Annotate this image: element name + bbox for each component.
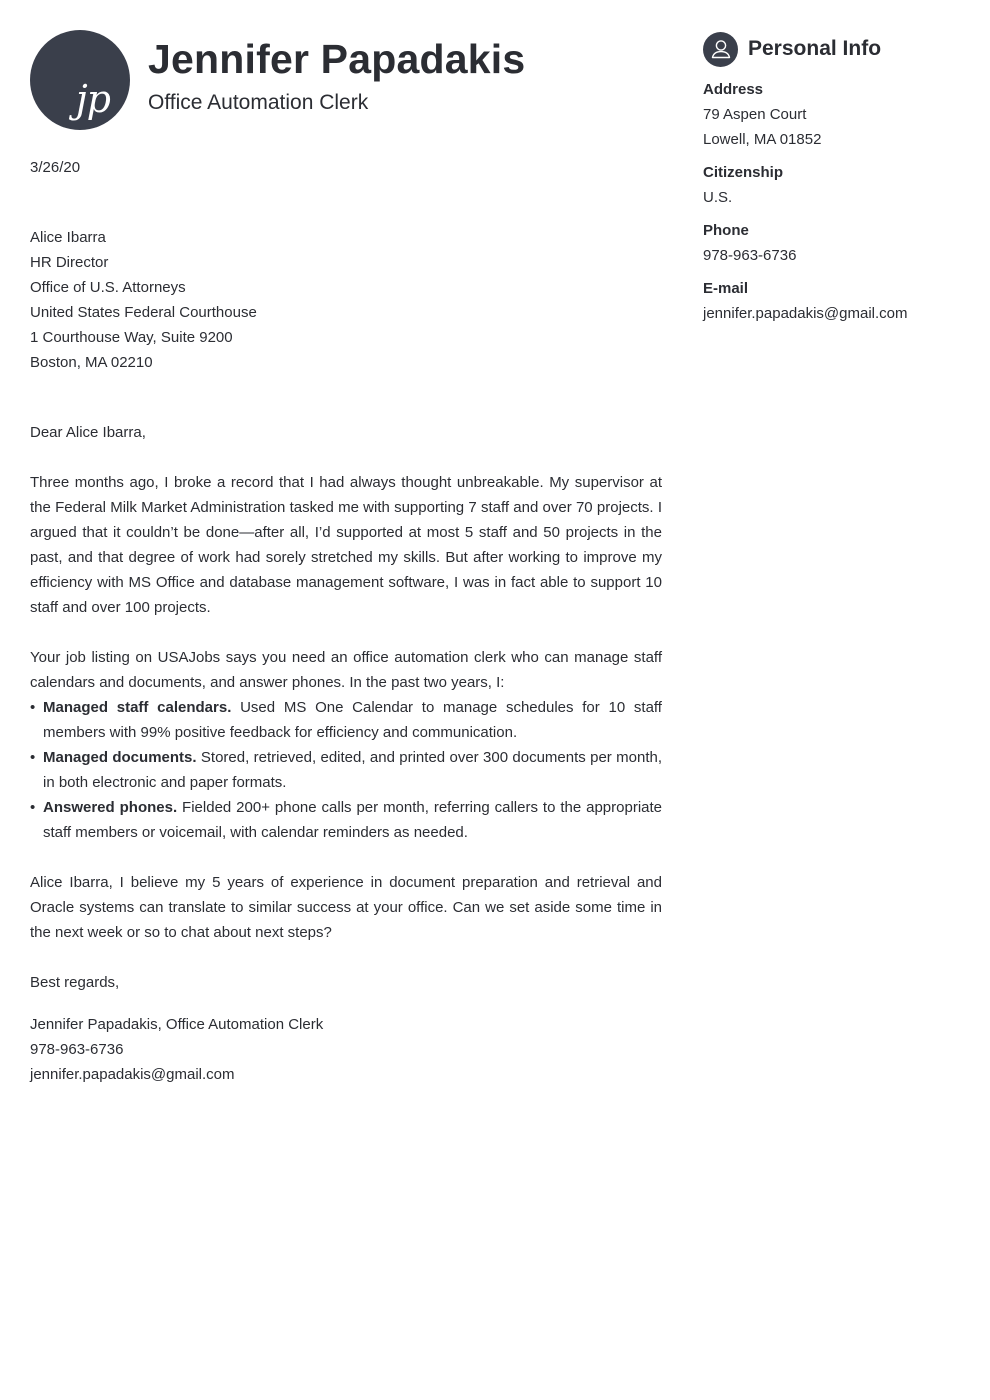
bullet-icon: •: [30, 749, 36, 766]
bullet-text: Fielded 200+ phone calls per month, referring callers to the appropriate staff members or voicemail, with calendar reminders as needed.: [43, 799, 663, 841]
bullet-text: Used MS One Calendar to manage schedules for 10 staff members with 99% positive feedback for efficiency and communication.: [43, 699, 662, 741]
bullet-heading: Managed documents.: [43, 749, 197, 766]
letter-column: [30, 30, 662, 1087]
letter-date: 3/26/20: [30, 159, 81, 176]
person-icon: [703, 32, 738, 67]
recipient-building: United States Federal Courthouse: [30, 304, 257, 321]
signature-phone: 978-963-6736: [30, 1041, 124, 1058]
personal-info-sidebar: [703, 30, 973, 326]
recipient-block: [30, 225, 662, 375]
monogram-initials: jp: [75, 77, 110, 121]
email-label: E-mail: [703, 280, 749, 297]
list-item: [30, 695, 662, 745]
name-block: [148, 35, 525, 115]
citizenship-group: [703, 160, 973, 210]
bullet-icon: •: [30, 799, 36, 816]
citizenship-value: U.S.: [703, 189, 733, 206]
bullet-heading: Answered phones.: [43, 799, 178, 816]
address-label: Address: [703, 81, 764, 98]
citizenship-label: Citizenship: [703, 164, 784, 181]
email-value: jennifer.papadakis@gmail.com: [703, 305, 908, 322]
address-line-2: Lowell, MA 01852: [703, 131, 822, 148]
bullet-icon: •: [30, 699, 36, 716]
phone-group: [703, 218, 973, 268]
body-paragraph-2: [30, 645, 662, 845]
recipient-position: HR Director: [30, 254, 109, 271]
closing: Best regards,: [30, 974, 120, 991]
letter-header: [30, 30, 662, 130]
bullet-heading: Managed staff calendars.: [43, 699, 232, 716]
monogram-logo: [30, 30, 130, 130]
achievements-list: [30, 695, 662, 845]
signature-email: jennifer.papadakis@gmail.com: [30, 1066, 235, 1083]
personal-info-title: Personal Info: [748, 37, 882, 60]
recipient-office: Office of U.S. Attorneys: [30, 279, 186, 296]
recipient-street: 1 Courthouse Way, Suite 9200: [30, 329, 233, 346]
body-paragraph-3: Alice Ibarra, I believe my 5 years of experience in document preparation and retrieval and Oracle systems can translate to similar success at your office. Can we set aside some time in the next week or so to chat about next steps?: [30, 874, 662, 941]
signature-name: Jennifer Papadakis, Office Automation Clerk: [30, 1016, 324, 1033]
recipient-city: Boston, MA 02210: [30, 354, 153, 371]
body-paragraph-1: Three months ago, I broke a record that I had always thought unbreakable. My supervisor at the Federal Milk Market Administration tasked me with supporting 7 staff and over 70 projects. I argued that it couldn’t be done—after all, I’d supported at most 5 staff and 50 projects in the past, and that degree of work had sorely stretched my skills. But after working to improve my efficiency with MS Office and database management software, I was in fact able to support 10 staff and over 100 projects.: [30, 474, 662, 616]
phone-label: Phone: [703, 222, 749, 239]
list-item: [30, 745, 662, 795]
email-group: [703, 276, 973, 326]
applicant-name: Jennifer Papadakis: [148, 35, 526, 82]
signature-block: [30, 1012, 662, 1087]
salutation: Dear Alice Ibarra,: [30, 424, 146, 441]
recipient-name: Alice Ibarra: [30, 229, 106, 246]
address-line-1: 79 Aspen Court: [703, 106, 807, 123]
personal-info-header: [703, 31, 973, 67]
applicant-title: Office Automation Clerk: [148, 91, 369, 114]
bullet-text: Stored, retrieved, edited, and printed over 300 documents per month, in both electronic and paper formats.: [43, 749, 663, 791]
list-item: [30, 795, 662, 845]
paragraph-2-intro: Your job listing on USAJobs says you need an office automation clerk who can manage staff calendars and documents, and answer phones. In the past two years, I:: [30, 649, 662, 691]
address-group: [703, 77, 973, 152]
phone-value: 978-963-6736: [703, 247, 797, 264]
